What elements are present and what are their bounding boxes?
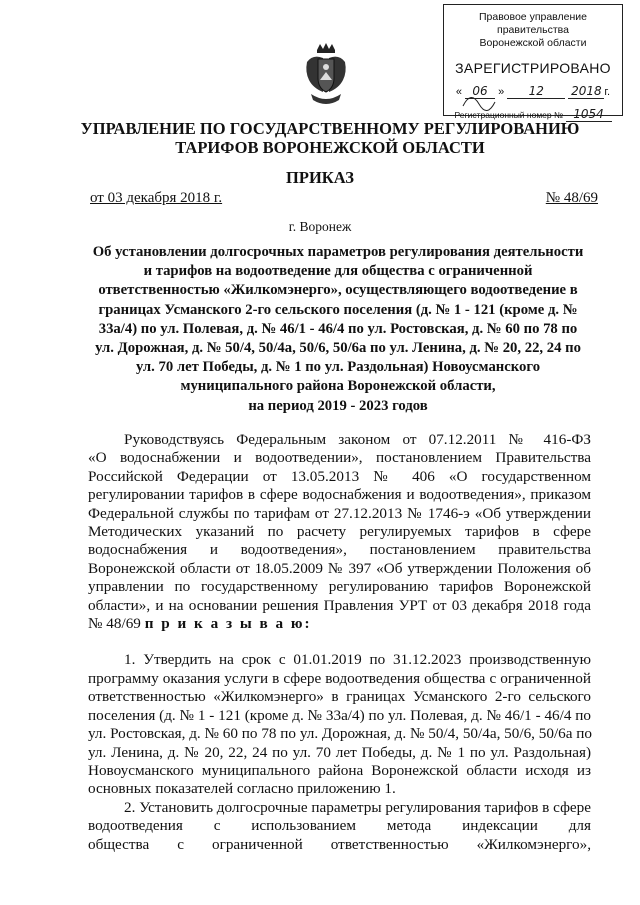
organization-line1: УПРАВЛЕНИЕ ПО ГОСУДАРСТВЕННОМУ РЕГУЛИРОВАНИЮ [80,119,580,138]
stamp-org-line1: Правовое управление правительства [478,11,587,36]
stamp-org-line2: Воронежской области [479,37,587,49]
preamble-order-ref: № 48/69 [88,615,141,633]
stamp-date-day: 06 [465,84,495,99]
item2-line: водоотведения с использованием метода индексации для [88,817,591,835]
preamble-line: регулировании тарифов в сфере водоснабжения и водоотведения», приказом [88,486,591,504]
order-subject [88,243,588,416]
order-date: от 03 декабря 2018 г. [90,190,223,206]
subject-line: муниципального района Воронежской области, [180,378,496,395]
order-body [88,431,591,854]
preamble-line: водоснабжения и водоотведения», постановлением правительства [88,541,591,559]
preamble-line: «О водоснабжении и водоотведении», постановлением Правительства [88,449,591,467]
preamble-line: Воронежской области от 18.05.2009 № 397 «Об утверждении Положения об [88,559,591,577]
paragraph-gap [88,633,591,651]
preamble-paragraph [88,431,591,633]
item2-line: общества с ограниченной ответственностью «Жилкомэнерго», [88,835,591,853]
subject-line: Об установлении долгосрочных параметров регулирования деятельности [92,244,584,260]
item1-line: основных показателей согласно приложению 1. [88,780,396,798]
subject-line: ответственностью «Жилкомэнерго», осуществляющего водоотведение в [98,282,578,299]
item1-line: поселения (д. № 1 - 121 (кроме д. № 33а/4) по ул. Полевая, д. № 46/1 - 46/4 по [88,706,591,724]
organization-line2: ТАРИФОВ ВОРОНЕЖСКОЙ ОБЛАСТИ [175,138,485,157]
preamble-line-final [88,615,591,633]
handwritten-mark-icon [461,84,569,114]
item-1-paragraph [88,651,591,798]
item2-line: 2. Установить долгосрочные параметры регулирования тарифов в сфере [124,798,591,816]
preamble-line: Российской Федерации от 13.05.2013 № 406 «О государственном [88,467,591,485]
item1-line: 1. Утвердить на срок с 01.01.2019 по 31.12.2023 производственную [124,651,591,669]
item1-line: ул. Ростовская, д. № 60 по 78 по ул. Дорожная, д. № 50/4, 50/4а, 50/6, 50/6а по [88,725,593,743]
preamble-line: Методических указаний по расчету регулируемых тарифов в сфере [88,523,591,541]
preamble-line: области», и на основании решения Правления УРТ от 03 декабря 2018 года [88,596,591,614]
subject-line: на период 2019 - 2023 годов [248,397,428,414]
subject-line: 33а/4) по ул. Полевая, д. № 46/1 - 46/4 по ул. Ростовская, д. № 60 по 78 по [98,320,578,337]
subject-line: и тарифов на водоотведение для общества с ограниченной [143,263,533,280]
stamp-reg-label: Регистрационный номер № [454,110,564,120]
preamble-line: Руководствуясь Федеральным законом от 07.12.2011 № 416-ФЗ [124,431,591,448]
item1-line: ответственностью «Жилкомэнерго» в границах Усманского 2-го сельского [88,688,591,706]
stamp-organization [444,11,622,50]
subject-line: ул. Дорожная, д. № 50/4, 50/4а, 50/6, 50/6а по ул. Ленина, д. № 20, 22, 24 по [95,340,581,357]
preamble-line: управлении по государственному регулированию тарифов Воронежской [88,578,591,596]
preamble-line: Федеральной службы по тарифам от 27.12.2013 № 1746-э «Об утверждении [88,504,591,522]
item1-line: программу оказания услуги в сфере водоотведения общества с ограниченной [88,669,591,687]
subject-line: ул. 70 лет Победы, д. № 1 по ул. Раздольная) Новоусманского [135,359,541,376]
stamp-date-year: 2018 [568,84,604,99]
order-number: № 48/69 [545,190,598,206]
order-directive: п р и к а з ы в а ю: [144,615,312,633]
organization-name [60,119,600,157]
order-title: ПРИКАЗ [286,168,354,187]
stamp-date-open-quote: « [455,86,462,98]
stamp-reg-value: 1054 [566,107,612,122]
item-2-paragraph [88,799,591,854]
order-city: г. Воронеж [288,219,352,234]
item1-line: Новоусманского муниципального района Воронежской области исходя из [88,761,591,779]
stamp-registered-label: ЗАРЕГИСТРИРОВАНО [455,60,611,76]
item1-line: ул. Ленина, д. № 20, 22, 24 по ул. 70 лет Победы, д. № 1 по ул. Раздольная) [88,743,591,761]
stamp-date-month: 12 [507,84,565,99]
stamp-date-close-quote: » [498,86,505,98]
subject-line: границах Усманского 2-го сельского поселения (д. № 1 - 121 (кроме д. № [98,301,578,318]
stamp-date-suffix: г. [604,86,611,98]
coat-of-arms-icon [303,42,349,108]
